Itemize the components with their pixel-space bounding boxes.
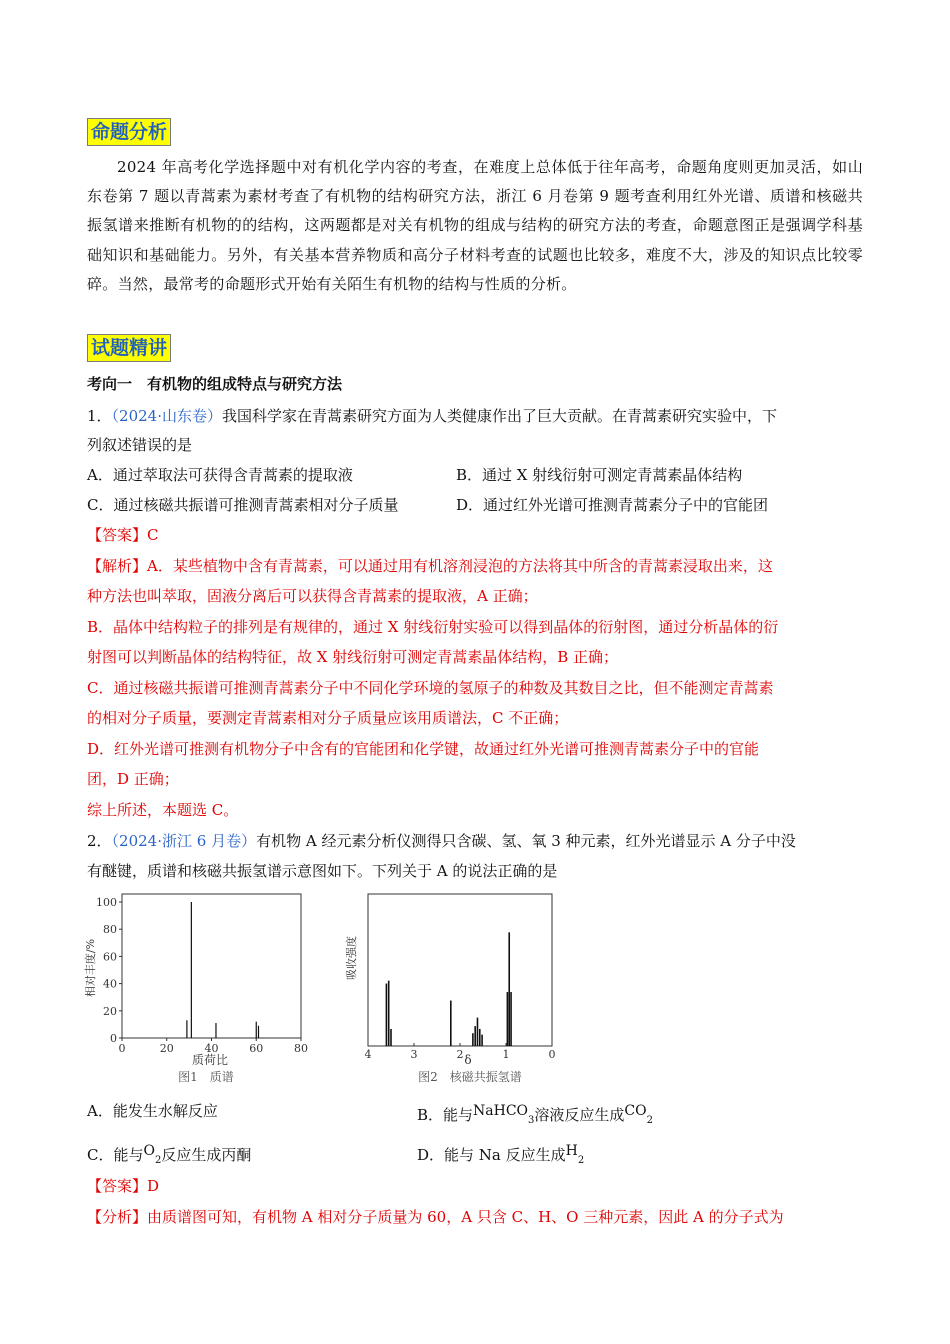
chart2-x-tick-label: 0 [548,1048,556,1061]
q1-option-c: C．通过核磁共振谱可推测青蒿素相对分子质量 [87,496,399,514]
chart2-frame [368,894,552,1046]
q1-stem-line2: 列叙述错误的是 [87,436,193,454]
chart2-x-tick-label: 3 [410,1048,418,1061]
q1-source: （2024·山东卷） [111,407,222,425]
chart1-y-tick-label: 40 [103,977,117,991]
q2-option-d: D．能与 Na 反应生成$H_2$ [417,1143,585,1166]
q2-source: （2024·浙江 6 月卷） [111,832,257,850]
q2-stem-line1: 2．（2024·浙江 6 月卷）有机物 A 经元素分析仪测得只含碳、氢、氧 3 种元素，红外光谱显示 A 分子中没 [87,832,796,850]
q1-option-b: B．通过 X 射线衍射可测定青蒿素晶体结构 [456,466,743,484]
chart1-y-tick-label: 20 [103,1004,117,1018]
chart2-y-label: 吸收强度 [345,936,358,980]
q1-option-a: A．通过萃取法可获得含青蒿素的提取液 [87,466,353,484]
chart2-title: 图2 核磁共振氢谱 [418,1070,522,1084]
q1-explanation-5: C．通过核磁共振谱可推测青蒿素分子中不同化学环境的氢原子的种数及其数目之比，但不能测定青蒿素 [87,679,774,697]
q1-explanation-6: 的相对分子质量，要测定青蒿素相对分子质量应该用质谱法，C 不正确； [87,709,569,727]
q1-stem-line1: 1．（2024·山东卷）我国科学家在青蒿素研究方面为人类健康作出了巨大贡献。在青蒿素研究实验中，下 [87,407,778,425]
q2-option-a: A．能发生水解反应 [87,1102,218,1120]
q1-option-d: D．通过红外光谱可推测青蒿素分子中的官能团 [456,496,769,514]
q1-explanation-9: 综上所述，本题选 C。 [87,801,239,819]
nmr-spectrum-chart [340,888,570,1088]
chart1-x-tick-label: 0 [118,1042,126,1055]
chart2-x-label: δ [464,1053,472,1067]
q2-answer: 【答案】D [87,1177,160,1195]
chart1-frame [122,894,301,1038]
q1-explanation-2: 种方法也叫萃取，固液分离后可以获得含青蒿素的提取液，A 正确； [87,587,538,605]
q2-analysis: 【分析】由质谱图可知，有机物 A 相对分子质量为 60，A 只含 C、H、O 三种元素，因此 A 的分子式为 [87,1208,784,1226]
q2-stem-line2: 有醚键，质谱和核磁共振氢谱示意图如下。下列关于 A 的说法正确的是 [87,862,558,880]
q1-explanation-7: D．红外光谱可推测有机物分子中含有的官能团和化学键，故通过红外光谱可推测青蒿素分子中的官能 [87,740,760,758]
subheading: 考向一 有机物的组成特点与研究方法 [87,375,343,393]
chart1-x-tick-label: 20 [159,1042,174,1055]
q2-option-b: B．能与NaHCO$_3$溶液反应生成$CO_2$ [417,1103,653,1126]
section-title-analysis: 命题分析 [87,118,171,146]
chart1-title: 图1 质谱 [178,1070,234,1084]
mass-spectrum-chart [84,888,314,1088]
chart1-y-tick-label: 80 [103,923,117,937]
chart1-x-tick-label: 40 [204,1042,219,1055]
chart2-x-tick-label: 2 [456,1048,464,1061]
q1-explanation-4: 射图可以判断晶体的结构特征，故 X 射线衍射可测定青蒿素晶体结构，B 正确； [87,648,619,666]
chart1-x-tick-label: 80 [294,1042,308,1055]
q1-answer: 【答案】C [87,526,159,544]
q1-explanation-8: 团，D 正确； [87,770,179,788]
q1-explanation-1: 【解析】A．某些植物中含有青蒿素，可以通过用有机溶剂浸泡的方法将其中所含的青蒿素浸取出来，这 [87,557,773,575]
chart2-x-tick-label: 4 [364,1048,372,1061]
section-title-questions: 试题精讲 [87,334,171,362]
chart1-x-label: 质荷比 [191,1053,229,1067]
chart1-y-tick-label: 100 [96,896,117,909]
chart2-x-tick-label: 1 [502,1048,510,1061]
chart1-x-tick-label: 60 [249,1042,264,1055]
chart1-y-tick-label: 0 [110,1032,117,1045]
q2-option-c: C．能与$O_2$反应生成丙酮 [87,1143,252,1166]
chart1-y-label: 相对丰度/% [84,938,97,998]
analysis-paragraph: 2024 年高考化学选择题中对有机化学内容的考查，在难度上总体低于往年高考，命题角度则更加灵活，如山东卷第 7 题以青蒿素为素材考查了有机物的结构研究方法，浙江 6 月卷第 9 题考查利用红外光谱、质谱和核磁共振氢谱来推断有机物的的结构，这两题都是对关有机物的组成与结构的研究方法的考查，命题意图正是强调学科基础知识和基础能力。另外，有关基本营养物质和高分子材料考查的试题也比较多，难度不大，涉及的知识点比较零碎。当然，最常考的命题形式开始有关陌生有机物的结构与性质的分析。 [87,158,863,293]
chart1-y-tick-label: 60 [103,950,117,964]
q1-explanation-3: B．晶体中结构粒子的排列是有规律的，通过 X 射线衍射实验可以得到晶体的衍射图，通过分析晶体的衍 [87,618,779,636]
